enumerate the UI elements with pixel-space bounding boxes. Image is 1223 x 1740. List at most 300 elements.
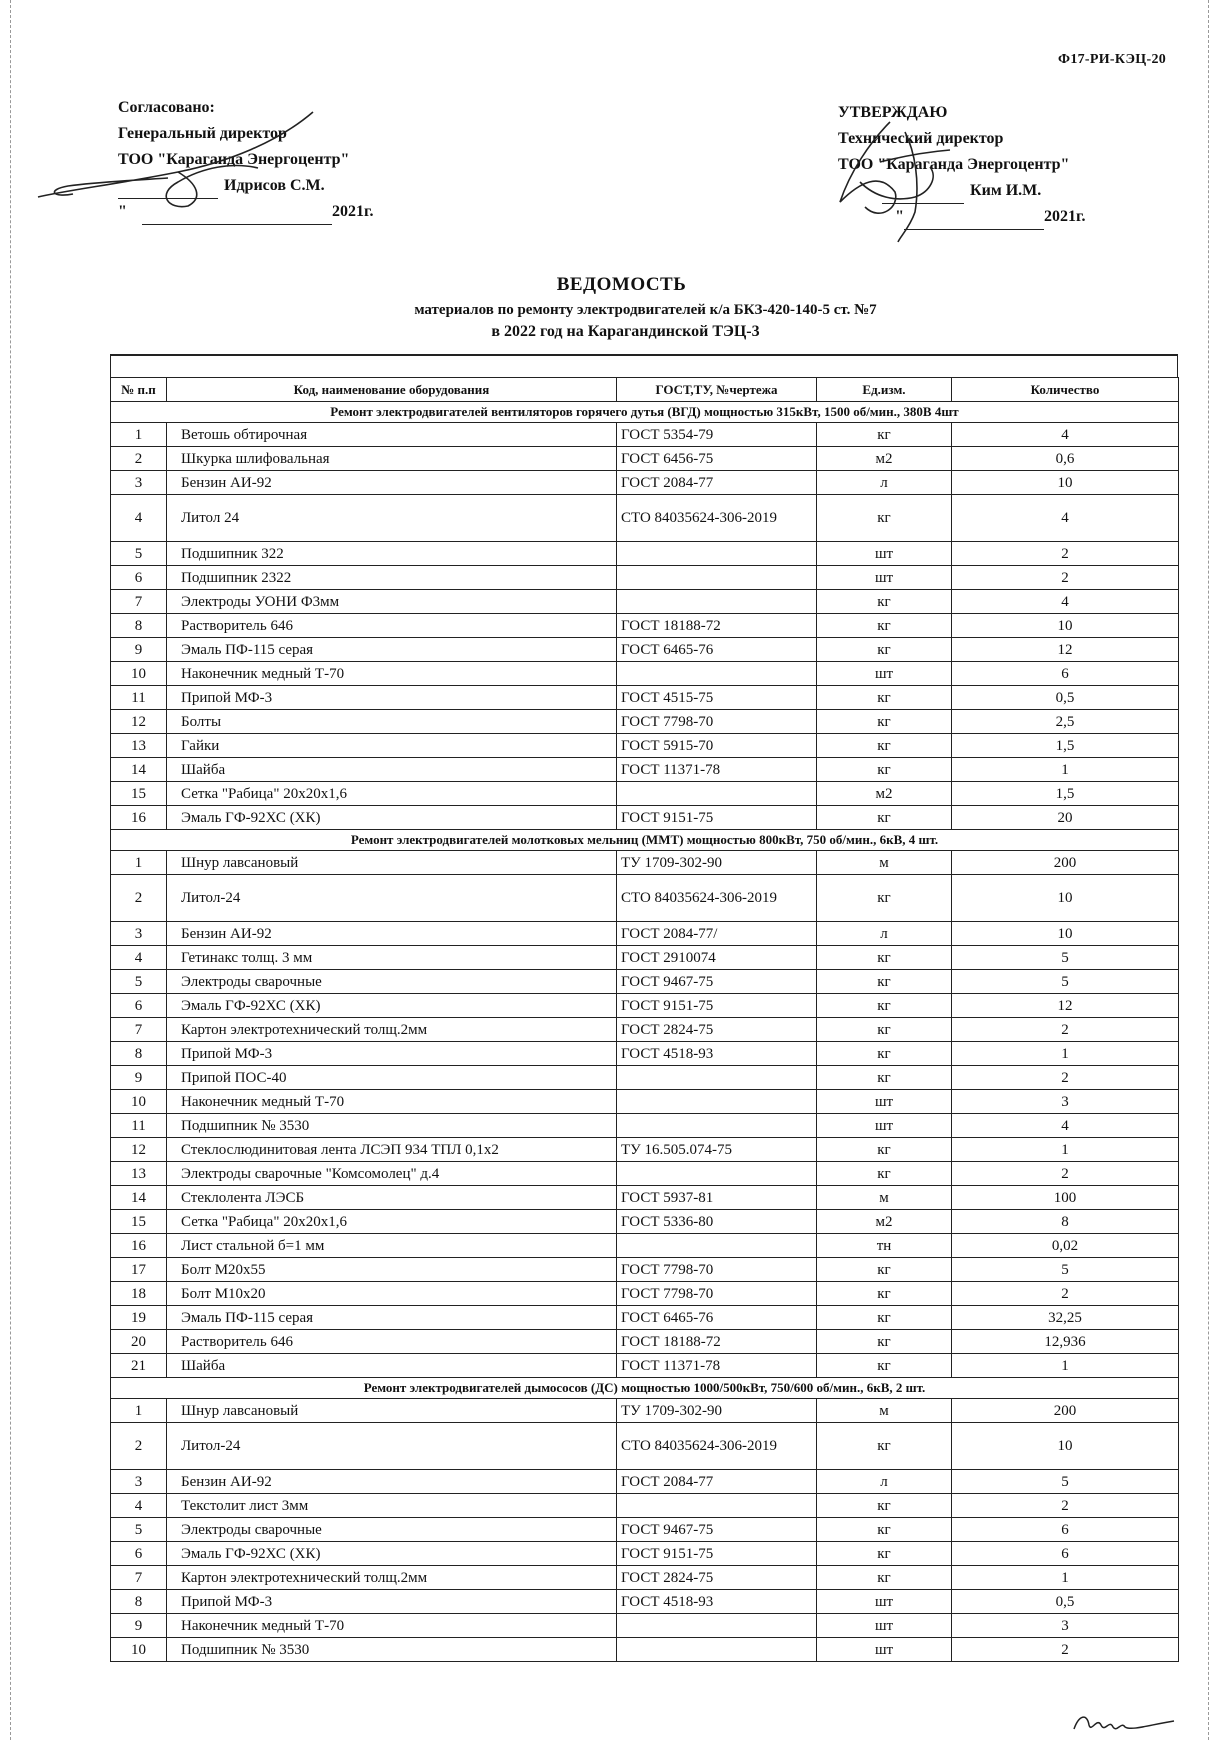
item-unit: кг (817, 1138, 952, 1162)
item-standard (617, 782, 817, 806)
item-unit: кг (817, 758, 952, 782)
item-unit: тн (817, 1234, 952, 1258)
col-header-unit: Ед.изм. (817, 378, 952, 402)
item-name: Припой МФ-3 (167, 686, 617, 710)
item-unit: л (817, 1470, 952, 1494)
approver-position: Генеральный директор (118, 125, 287, 142)
item-quantity: 1 (952, 1566, 1179, 1590)
item-unit: шт (817, 662, 952, 686)
item-unit: м2 (817, 782, 952, 806)
item-name: Литол 24 (167, 495, 617, 542)
table-row (111, 875, 1179, 922)
item-standard (617, 1162, 817, 1186)
table-right-rule (1177, 354, 1178, 378)
item-name: Шкурка шлифовальная (167, 447, 617, 471)
row-number: 3 (111, 922, 167, 946)
item-name: Ветошь обтирочная (167, 423, 617, 447)
row-number: 17 (111, 1258, 167, 1282)
row-number: 11 (111, 686, 167, 710)
table-row (111, 994, 1179, 1018)
section-title: Ремонт электродвигателей молотковых мельниц (ММТ) мощностью 800кВт, 750 об/мин., 6кВ, 4 шт. (111, 830, 1179, 851)
item-name: Картон электротехнический толщ.2мм (167, 1566, 617, 1590)
item-quantity: 8 (952, 1210, 1179, 1234)
item-quantity: 6 (952, 1518, 1179, 1542)
item-standard: ГОСТ 6456-75 (617, 447, 817, 471)
item-name: Болты (167, 710, 617, 734)
row-number: 5 (111, 970, 167, 994)
row-number: 16 (111, 1234, 167, 1258)
row-number: 10 (111, 1090, 167, 1114)
item-name: Подшипник № 3530 (167, 1638, 617, 1662)
item-name: Бензин АИ-92 (167, 471, 617, 495)
item-unit: кг (817, 1542, 952, 1566)
item-standard: ГОСТ 7798-70 (617, 710, 817, 734)
item-standard: ГОСТ 18188-72 (617, 614, 817, 638)
item-standard: ГОСТ 6465-76 (617, 638, 817, 662)
row-number: 12 (111, 1138, 167, 1162)
item-unit: кг (817, 1258, 952, 1282)
table-row (111, 566, 1179, 590)
row-number: 3 (111, 1470, 167, 1494)
item-quantity: 4 (952, 590, 1179, 614)
date-year: 2021г. (1044, 208, 1086, 225)
approver-position: Технический директор (838, 130, 1004, 147)
table-row (111, 447, 1179, 471)
row-number: 8 (111, 614, 167, 638)
item-quantity: 2 (952, 1162, 1179, 1186)
item-unit: кг (817, 734, 952, 758)
item-standard (617, 1066, 817, 1090)
item-unit: кг (817, 590, 952, 614)
item-standard: ГОСТ 5336-80 (617, 1210, 817, 1234)
approver-name-line (118, 173, 373, 199)
item-quantity: 0,02 (952, 1234, 1179, 1258)
item-standard: СТО 84035624-306-2019 (617, 495, 817, 542)
row-number: 15 (111, 782, 167, 806)
row-number: 10 (111, 662, 167, 686)
row-number: 18 (111, 1282, 167, 1306)
item-name: Растворитель 646 (167, 1330, 617, 1354)
document-subtitle: материалов по ремонту электродвигателей к/а БКЗ-420-140-5 ст. №7 (414, 302, 877, 318)
item-quantity: 2 (952, 1494, 1179, 1518)
item-name: Гайки (167, 734, 617, 758)
table-row (111, 1306, 1179, 1330)
table-row (111, 782, 1179, 806)
item-unit: кг (817, 638, 952, 662)
item-unit: кг (817, 1354, 952, 1378)
item-quantity: 10 (952, 471, 1179, 495)
approver-name: Идрисов С.М. (224, 177, 325, 194)
item-unit: м2 (817, 447, 952, 471)
item-name: Болт М20х55 (167, 1258, 617, 1282)
item-name: Припой МФ-3 (167, 1042, 617, 1066)
table-row (111, 1423, 1179, 1470)
item-name: Эмаль ГФ-92ХС (ХК) (167, 994, 617, 1018)
row-number: 2 (111, 875, 167, 922)
item-name: Наконечник медный Т-70 (167, 1614, 617, 1638)
item-quantity: 6 (952, 662, 1179, 686)
section-title: Ремонт электродвигателей вентиляторов горячего дутья (ВГД) мощностью 315кВт, 1500 об/мин., 380В 4шт (111, 402, 1179, 423)
col-header-name: Код, наименование оборудования (167, 378, 617, 402)
row-number: 14 (111, 758, 167, 782)
item-unit: кг (817, 1282, 952, 1306)
item-standard: ГОСТ 2824-75 (617, 1018, 817, 1042)
item-standard: ГОСТ 5915-70 (617, 734, 817, 758)
item-quantity: 2 (952, 1282, 1179, 1306)
row-number: 4 (111, 495, 167, 542)
table-row (111, 662, 1179, 686)
item-unit: кг (817, 1566, 952, 1590)
table-row (111, 1186, 1179, 1210)
item-quantity: 0,5 (952, 686, 1179, 710)
row-number: 2 (111, 1423, 167, 1470)
item-name: Шнур лавсановый (167, 851, 617, 875)
item-quantity: 1 (952, 758, 1179, 782)
table-row (111, 1330, 1179, 1354)
item-unit: кг (817, 946, 952, 970)
item-standard: ГОСТ 2084-77/ (617, 922, 817, 946)
item-quantity: 6 (952, 1542, 1179, 1566)
row-number: 19 (111, 1306, 167, 1330)
approval-label: Согласовано: (118, 99, 215, 116)
item-name: Сетка "Рабица" 20х20х1,6 (167, 1210, 617, 1234)
item-name: Растворитель 646 (167, 614, 617, 638)
item-unit: кг (817, 1306, 952, 1330)
item-quantity: 2 (952, 542, 1179, 566)
date-blank (904, 213, 1044, 230)
item-unit: кг (817, 1042, 952, 1066)
item-name: Шнур лавсановый (167, 1399, 617, 1423)
item-standard (617, 1638, 817, 1662)
table-row (111, 922, 1179, 946)
item-standard: ГОСТ 2824-75 (617, 1566, 817, 1590)
item-standard: ТУ 1709-302-90 (617, 1399, 817, 1423)
table-body (111, 402, 1179, 1662)
row-number: 6 (111, 1542, 167, 1566)
item-quantity: 4 (952, 1114, 1179, 1138)
item-quantity: 2 (952, 1066, 1179, 1090)
row-number: 12 (111, 710, 167, 734)
item-name: Лист стальной б=1 мм (167, 1234, 617, 1258)
item-standard: ГОСТ 5937-81 (617, 1186, 817, 1210)
item-standard (617, 1234, 817, 1258)
item-unit: кг (817, 1066, 952, 1090)
item-unit: кг (817, 686, 952, 710)
table-row (111, 423, 1179, 447)
item-quantity: 3 (952, 1614, 1179, 1638)
item-name: Электроды сварочные (167, 1518, 617, 1542)
item-standard: ГОСТ 7798-70 (617, 1258, 817, 1282)
row-number: 21 (111, 1354, 167, 1378)
item-standard: ТУ 1709-302-90 (617, 851, 817, 875)
item-standard: ГОСТ 11371-78 (617, 758, 817, 782)
item-quantity: 5 (952, 946, 1179, 970)
item-standard (617, 542, 817, 566)
item-standard: ГОСТ 4518-93 (617, 1590, 817, 1614)
item-standard (617, 1114, 817, 1138)
item-quantity: 100 (952, 1186, 1179, 1210)
item-standard: ГОСТ 11371-78 (617, 1354, 817, 1378)
item-name: Гетинакс толщ. 3 мм (167, 946, 617, 970)
table-header-row (111, 378, 1179, 402)
item-quantity: 12 (952, 994, 1179, 1018)
table-row (111, 542, 1179, 566)
item-quantity: 12,936 (952, 1330, 1179, 1354)
item-quantity: 3 (952, 1090, 1179, 1114)
row-number: 4 (111, 1494, 167, 1518)
table-row (111, 1542, 1179, 1566)
item-name: Шайба (167, 758, 617, 782)
row-number: 9 (111, 1614, 167, 1638)
table-row (111, 1018, 1179, 1042)
table-row (111, 946, 1179, 970)
table-row (111, 1042, 1179, 1066)
table-row (111, 1470, 1179, 1494)
approver-name-line (838, 178, 1085, 204)
table-row (111, 1399, 1179, 1423)
row-number: 7 (111, 1566, 167, 1590)
item-standard: ТУ 16.505.074-75 (617, 1138, 817, 1162)
item-standard: ГОСТ 4518-93 (617, 1042, 817, 1066)
approval-date-line (838, 204, 1085, 230)
item-unit: кг (817, 495, 952, 542)
row-number: 6 (111, 566, 167, 590)
approval-date-line (118, 199, 373, 225)
row-number: 14 (111, 1186, 167, 1210)
item-unit: шт (817, 566, 952, 590)
row-number: 9 (111, 1066, 167, 1090)
item-standard: ГОСТ 9151-75 (617, 1542, 817, 1566)
item-name: Шайба (167, 1354, 617, 1378)
page-initials-signature (1069, 1707, 1179, 1737)
table-row (111, 1518, 1179, 1542)
item-quantity: 20 (952, 806, 1179, 830)
row-number: 5 (111, 1518, 167, 1542)
table-row (111, 1614, 1179, 1638)
item-name: Подшипник 2322 (167, 566, 617, 590)
document-titles (0, 274, 1223, 341)
section-header-row (111, 830, 1179, 851)
item-unit: л (817, 471, 952, 495)
item-name: Бензин АИ-92 (167, 1470, 617, 1494)
item-unit: л (817, 922, 952, 946)
item-name: Болт М10х20 (167, 1282, 617, 1306)
document-subtitle-year: в 2022 год на Карагандинской ТЭЦ-3 (491, 323, 760, 340)
row-number: 1 (111, 1399, 167, 1423)
item-standard: ГОСТ 18188-72 (617, 1330, 817, 1354)
materials-table (110, 377, 1179, 1662)
item-unit: шт (817, 1590, 952, 1614)
item-quantity: 10 (952, 922, 1179, 946)
item-standard: ГОСТ 5354-79 (617, 423, 817, 447)
row-number: 7 (111, 590, 167, 614)
table-row (111, 970, 1179, 994)
signature-blank (118, 182, 218, 199)
table-row (111, 758, 1179, 782)
table-left-rule (110, 354, 111, 378)
date-blank (142, 208, 332, 225)
item-quantity: 0,6 (952, 447, 1179, 471)
row-number: 1 (111, 851, 167, 875)
table-row (111, 495, 1179, 542)
table-row (111, 1162, 1179, 1186)
row-number: 7 (111, 1018, 167, 1042)
table-row (111, 638, 1179, 662)
item-standard: ГОСТ 9151-75 (617, 994, 817, 1018)
item-unit: шт (817, 1090, 952, 1114)
row-number: 13 (111, 734, 167, 758)
row-number: 16 (111, 806, 167, 830)
item-unit: кг (817, 1330, 952, 1354)
item-quantity: 1 (952, 1138, 1179, 1162)
table-row (111, 734, 1179, 758)
item-unit: м (817, 1186, 952, 1210)
row-number: 15 (111, 1210, 167, 1234)
date-quote: " (895, 208, 904, 225)
item-standard: ГОСТ 2910074 (617, 946, 817, 970)
item-quantity: 1 (952, 1354, 1179, 1378)
right-margin-mark (1208, 0, 1209, 1740)
row-number: 13 (111, 1162, 167, 1186)
item-quantity: 5 (952, 1470, 1179, 1494)
table-row (111, 1258, 1179, 1282)
item-unit: кг (817, 1518, 952, 1542)
item-standard (617, 1090, 817, 1114)
item-unit: кг (817, 970, 952, 994)
section-header-row (111, 1378, 1179, 1399)
item-quantity: 2 (952, 1018, 1179, 1042)
item-unit: м (817, 1399, 952, 1423)
item-standard: ГОСТ 7798-70 (617, 1282, 817, 1306)
table-row (111, 471, 1179, 495)
date-year: 2021г. (332, 203, 374, 220)
item-quantity: 10 (952, 1423, 1179, 1470)
item-quantity: 2,5 (952, 710, 1179, 734)
col-header-quantity: Количество (952, 378, 1179, 402)
approval-label: УТВЕРЖДАЮ (838, 104, 948, 121)
item-quantity: 10 (952, 614, 1179, 638)
item-quantity: 2 (952, 1638, 1179, 1662)
approver-company: ТОО "Караганда Энергоцентр" (118, 151, 350, 168)
table-row (111, 851, 1179, 875)
form-code: Ф17-РИ-КЭЦ-20 (1058, 52, 1167, 67)
item-name: Подшипник № 3530 (167, 1114, 617, 1138)
item-name: Припой МФ-3 (167, 1590, 617, 1614)
table-row (111, 1234, 1179, 1258)
item-name: Сетка "Рабица" 20х20х1,6 (167, 782, 617, 806)
table-top-rule (110, 354, 1178, 356)
row-number: 3 (111, 471, 167, 495)
item-name: Картон электротехнический толщ.2мм (167, 1018, 617, 1042)
section-header-row (111, 402, 1179, 423)
item-standard: ГОСТ 4515-75 (617, 686, 817, 710)
item-quantity: 200 (952, 1399, 1179, 1423)
approver-name: Ким И.М. (970, 182, 1042, 199)
item-unit: шт (817, 1614, 952, 1638)
item-unit: кг (817, 614, 952, 638)
item-unit: шт (817, 1114, 952, 1138)
left-margin-mark (10, 0, 11, 1740)
item-unit: кг (817, 1423, 952, 1470)
table-row (111, 590, 1179, 614)
item-name: Припой ПОС-40 (167, 1066, 617, 1090)
item-quantity: 1,5 (952, 782, 1179, 806)
item-unit: м (817, 851, 952, 875)
item-unit: кг (817, 423, 952, 447)
table-row (111, 710, 1179, 734)
table-row (111, 1114, 1179, 1138)
item-name: Эмаль ГФ-92ХС (ХК) (167, 806, 617, 830)
item-quantity: 1 (952, 1042, 1179, 1066)
row-number: 9 (111, 638, 167, 662)
row-number: 20 (111, 1330, 167, 1354)
table-row (111, 1210, 1179, 1234)
table-row (111, 1282, 1179, 1306)
item-standard (617, 1494, 817, 1518)
item-standard: СТО 84035624-306-2019 (617, 875, 817, 922)
table-row (111, 1354, 1179, 1378)
section-title: Ремонт электродвигателей дымососов (ДС) мощностью 1000/500кВт, 750/600 об/мин., 6кВ, 2 шт. (111, 1378, 1179, 1399)
col-header-number: № п.п (111, 378, 167, 402)
item-standard: ГОСТ 2084-77 (617, 1470, 817, 1494)
item-name: Литол-24 (167, 875, 617, 922)
item-unit: шт (817, 542, 952, 566)
item-standard (617, 1614, 817, 1638)
item-unit: кг (817, 1162, 952, 1186)
item-name: Наконечник медный Т-70 (167, 1090, 617, 1114)
row-number: 2 (111, 447, 167, 471)
row-number: 1 (111, 423, 167, 447)
table-row (111, 1138, 1179, 1162)
item-quantity: 10 (952, 875, 1179, 922)
row-number: 8 (111, 1042, 167, 1066)
item-unit: м2 (817, 1210, 952, 1234)
item-name: Электроды сварочные "Комсомолец" д.4 (167, 1162, 617, 1186)
document-title: ВЕДОМОСТЬ (556, 274, 687, 295)
item-standard: ГОСТ 6465-76 (617, 1306, 817, 1330)
col-header-standard: ГОСТ,ТУ, №чертежа (617, 378, 817, 402)
date-quote: " (118, 203, 127, 220)
row-number: 5 (111, 542, 167, 566)
item-name: Стеклолента ЛЭСБ (167, 1186, 617, 1210)
item-standard: ГОСТ 2084-77 (617, 471, 817, 495)
item-quantity: 4 (952, 495, 1179, 542)
table-row (111, 1090, 1179, 1114)
item-quantity: 32,25 (952, 1306, 1179, 1330)
table-row (111, 686, 1179, 710)
item-standard: ГОСТ 9467-75 (617, 1518, 817, 1542)
item-name: Эмаль ПФ-115 серая (167, 638, 617, 662)
item-name: Электроды сварочные (167, 970, 617, 994)
item-name: Бензин АИ-92 (167, 922, 617, 946)
item-name: Текстолит лист 3мм (167, 1494, 617, 1518)
table-row (111, 1566, 1179, 1590)
item-standard: ГОСТ 9467-75 (617, 970, 817, 994)
item-name: Эмаль ГФ-92ХС (ХК) (167, 1542, 617, 1566)
item-standard (617, 590, 817, 614)
table-row (111, 806, 1179, 830)
right-approval-block (838, 100, 1085, 230)
row-number: 6 (111, 994, 167, 1018)
item-standard (617, 662, 817, 686)
signature-blank (882, 187, 964, 204)
table-row (111, 1494, 1179, 1518)
table-row (111, 1066, 1179, 1090)
item-name: Электроды УОНИ Ф3мм (167, 590, 617, 614)
item-name: Стеклослюдинитовая лента ЛСЭП 934 ТПЛ 0,1х2 (167, 1138, 617, 1162)
item-unit: кг (817, 710, 952, 734)
table-row (111, 1590, 1179, 1614)
